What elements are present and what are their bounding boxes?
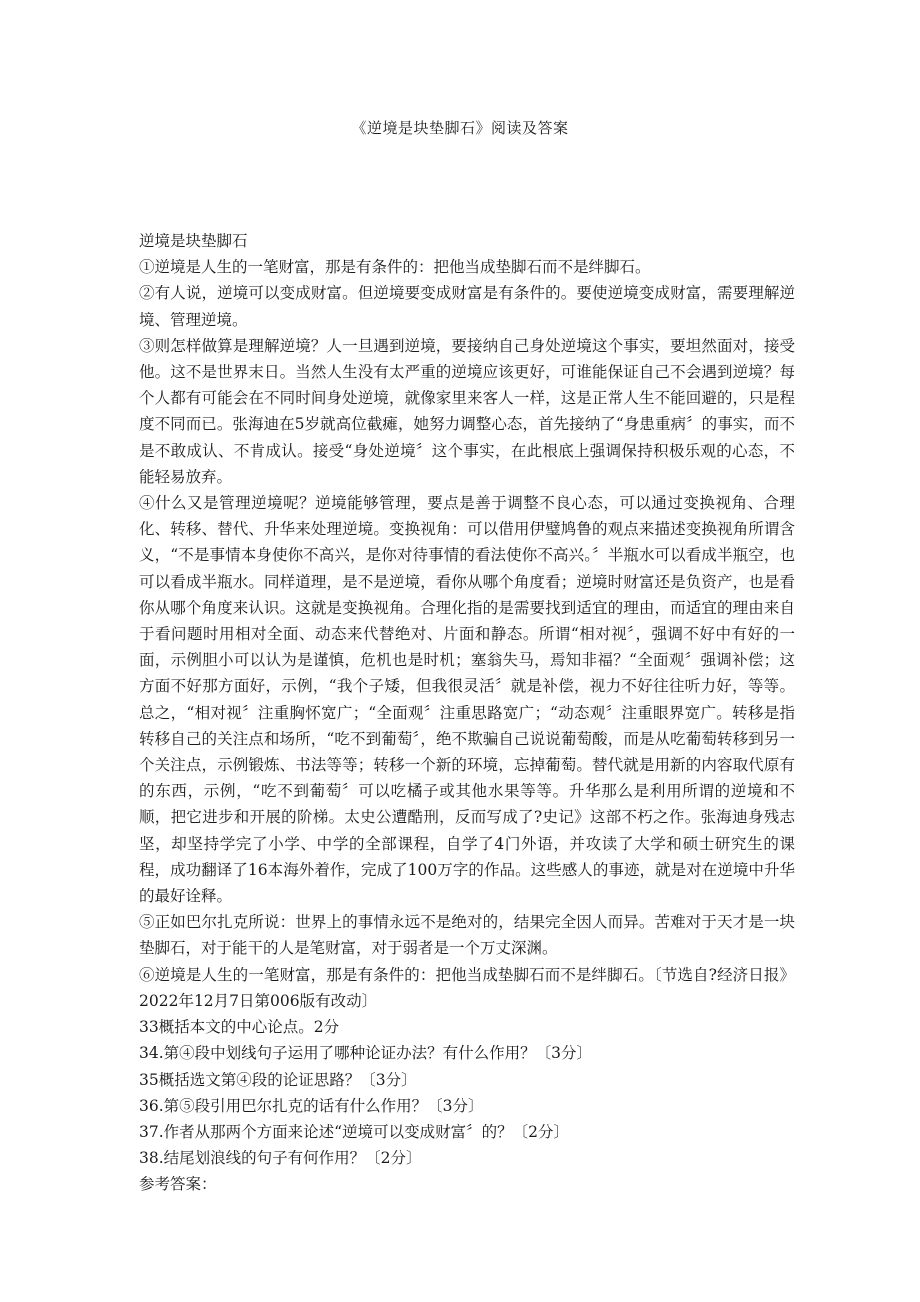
article-heading: 逆境是块垫脚石	[139, 232, 248, 250]
paragraph-6: ⑥逆境是人生的一笔财富，那是有条件的：把他当成垫脚石而不是绊脚石。〔节选自?经济日报》2022年12月7日第006版有改动〕	[139, 965, 795, 1010]
paragraph-1: ①逆境是人生的一笔财富，那是有条件的：把他当成垫脚石而不是绊脚石。	[139, 258, 651, 277]
paragraph-5: ⑤正如巴尔扎克所说：世界上的事情永远不是绝对的，结果完全因人而异。苦难对于天才是一块垫脚石，对于能干的人是笔财富，对于弱者是一个万丈深渊。	[139, 913, 795, 958]
question-34: 34.第④段中划线句子运用了哪种论证办法？有什么作用？〔3分〕	[139, 1044, 593, 1063]
question-33: 33概括本文的中心论点。2分	[139, 1018, 340, 1037]
document-title: 《逆境是块垫脚石》阅读及答案	[351, 119, 569, 137]
paragraph-3: ③则怎样做算是理解逆境？人一旦遇到逆境，要接纳自己身处逆境这个事实，要坦然面对，接受他。这不是世界末日。当然人生没有太严重的逆境应该更好，可谁能保证自己不会遇到逆境？每个人都有可能会在不同时间身处逆境，就像家里来客人一样，这是正常人生不能回避的，只是程度不同而已。张海迪在5岁就高位截瘫，她努力调整心态，首先接纳了“身患重病〞的事实，而不是不敢成认、不肯成认。接受“身处逆境〞这个事实，在此根底上强调保持积极乐观的心态，不能轻易放弃。	[139, 336, 795, 486]
document-body	[139, 228, 795, 1198]
answer-label: 参考答案：	[139, 1175, 217, 1194]
paragraph-2: ②有人说，逆境可以变成财富。但逆境要变成财富是有条件的。要使逆境变成财富，需要理解逆境、管理逆境。	[139, 284, 795, 329]
question-35: 35概括选文第④段的论证思路？〔3分〕	[139, 1070, 417, 1089]
question-36: 36.第⑤段引用巴尔扎克的话有什么作用？〔3分〕	[139, 1096, 484, 1115]
question-37: 37.作者从那两个方面来论述“逆境可以变成财富〞的？〔2分〕	[139, 1122, 569, 1141]
question-38: 38.结尾划浪线的句子有何作用？〔2分〕	[139, 1149, 422, 1168]
paragraph-4: ④什么又是管理逆境呢？逆境能够管理，要点是善于调整不良心态，可以通过变换视角、合理化、转移、替代、升华来处理逆境。变换视角：可以借用伊璧鸠鲁的观点来描述变换视角所谓含义，“不是事情本身使你不高兴，是你对待事情的看法使你不高兴。〞半瓶水可以看成半瓶空，也可以看成半瓶水。同样道理，是不是逆境，看你从哪个角度看；逆境时财富还是负资产，也是看你从哪个角度来认识。这就是变换视角。合理化指的是需要找到适宜的理由，而适宜的理由来自于看问题时用相对全面、动态来代替绝对、片面和静态。所谓“相对视〞，强调不好中有好的一面，示例胆小可以认为是谨慎，危机也是时机；塞翁失马，焉知非福？“全面观〞强调补偿；这方面不好那方面好，示例，“我个子矮，但我很灵活〞就是补偿，视力不好往往听力好，等等。总之，“相对视〞注重胸怀宽广；“全面观〞注重思路宽广；“动态观〞注重眼界宽广。转移是指转移自己的关注点和场所，“吃不到葡萄〞，绝不欺骗自己说说葡萄酸，而是从吃葡萄转移到另一个关注点，示例锻炼、书法等等；转移一个新的环境，忘掉葡萄。替代就是用新的内容取代原有的东西，示例，“吃不到葡萄〞可以吃橘子或其他水果等等。升华那么是利用所谓的逆境和不顺，把它进步和开展的阶梯。太史公遭酷刑，反而写成了?史记》这部不朽之作。张海迪身残志坚，却坚持学完了小学、中学的全部课程，自学了4门外语，并攻读了大学和硕士研究生的课程，成功翻译了16本海外着作，完成了100万字的作品。这些感人的事迹，就是对在逆境中升华的最好诠释。	[139, 494, 795, 906]
